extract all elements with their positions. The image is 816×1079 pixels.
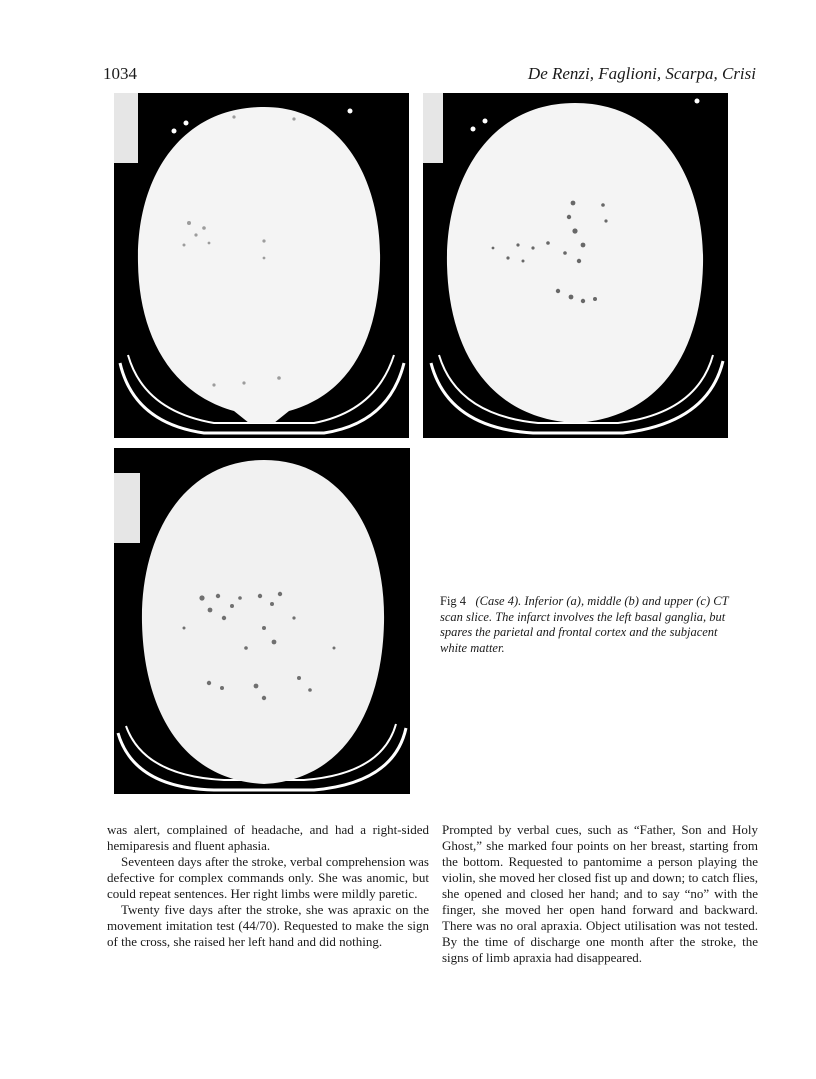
ct-scan-c-upper xyxy=(114,448,410,794)
paragraph: Twenty five days after the stroke, she was apraxic on the movement imitation test (44/70). Requested to make the sign of the cross, she raised her left hand and did nothing. xyxy=(107,902,429,949)
figure-label: Fig 4 xyxy=(440,594,467,608)
running-head-authors: De Renzi, Faglioni, Scarpa, Crisi xyxy=(527,64,756,83)
figure-caption-text: (Case 4). Inferior (a), middle (b) and upper (c) CT scan slice. The infarct involves the left basal ganglia, but spares the parietal and frontal cortex and the subjacent white matter. xyxy=(440,594,729,655)
paragraph: Seventeen days after the stroke, verbal comprehension was defective for complex commands only. She was anomic, but could repeat sentences. Her right limbs were mildly paretic. xyxy=(107,854,429,901)
page-number: 1034 xyxy=(103,64,137,83)
paragraph: was alert, complained of headache, and had a right-sided hemiparesis and fluent aphasia. xyxy=(107,822,429,853)
figure-caption xyxy=(440,594,740,656)
body-column-left xyxy=(107,822,429,950)
ct-scan-b-middle xyxy=(423,93,728,438)
ct-scan-a-inferior xyxy=(114,93,409,438)
paragraph: Prompted by verbal cues, such as “Father, Son and Holy Ghost,” she marked four points on her breast, starting from the bottom. Requested to pantomime a person playing the violin, she moved her closed fist up and down; to catch flies, she opened and closed her hand; and to say “no” with the finger, she moved her open hand forward and backward. There was no oral apraxia. Object utilisation was not tested. By the time of discharge one month after the stroke, the signs of limb apraxia had disappeared. xyxy=(442,822,758,965)
body-column-right xyxy=(442,822,758,966)
